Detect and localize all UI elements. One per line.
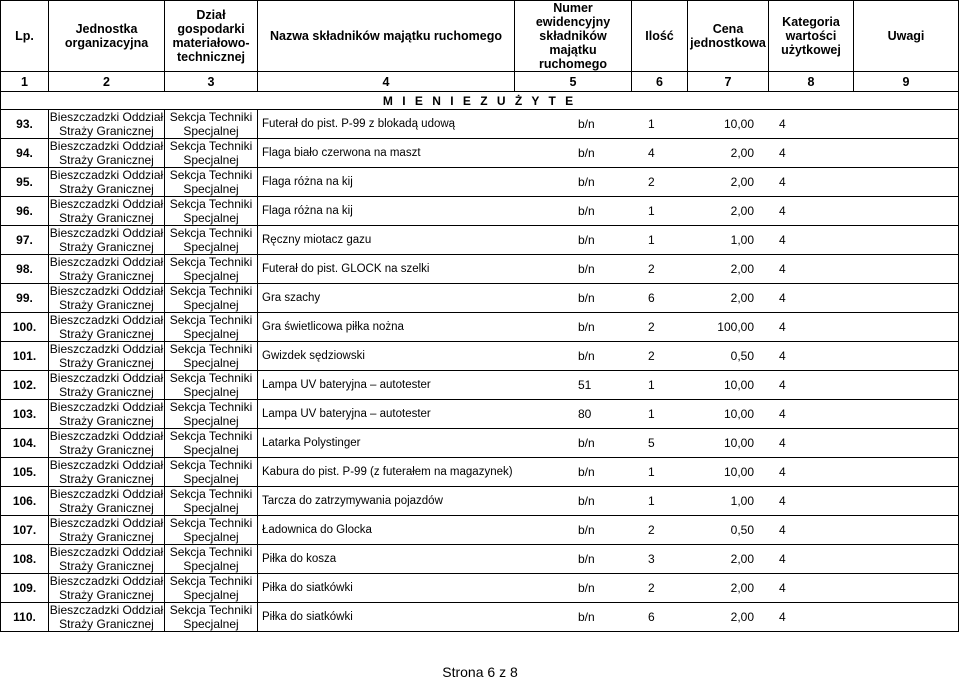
row-org: Bieszczadzki Oddział Straży Granicznej [49, 400, 164, 428]
col-number: 6 [632, 72, 688, 92]
table-row [1, 574, 959, 603]
row-item-cell [258, 168, 854, 197]
row-cena: 2,00 [730, 175, 754, 189]
row-numer: b/n [578, 610, 595, 624]
row-dzial: Sekcja Techniki Specjalnej [165, 110, 258, 139]
table-row [1, 371, 959, 400]
row-ilosc: 2 [648, 262, 655, 276]
row-lp: 93. [1, 110, 49, 139]
column-number-row [1, 72, 959, 92]
row-lp: 103. [1, 400, 49, 429]
row-dzial: Sekcja Techniki Specjalnej [165, 574, 258, 603]
row-org: Bieszczadzki Oddział Straży Granicznej [49, 110, 164, 138]
col-header-ilosc: Ilość [632, 1, 688, 72]
row-item-cell [258, 284, 854, 313]
row-dzial: Sekcja Techniki Specjalnej [165, 487, 258, 516]
col-number: 7 [688, 72, 769, 92]
row-ilosc: 1 [648, 465, 655, 479]
row-cena: 2,00 [730, 610, 754, 624]
col-number: 8 [769, 72, 854, 92]
row-numer: b/n [578, 349, 595, 363]
row-dzial: Sekcja Techniki Specjalnej [165, 400, 258, 429]
table-row [1, 400, 959, 429]
row-numer: b/n [578, 523, 595, 537]
row-nazwa: Tarcza do zatrzymywania pojazdów [262, 495, 443, 507]
row-dzial: Sekcja Techniki Specjalnej [165, 516, 258, 545]
row-org: Bieszczadzki Oddział Straży Granicznej [49, 487, 164, 515]
row-cena: 10,00 [723, 378, 754, 392]
row-dzial: Sekcja Techniki Specjalnej [165, 603, 258, 632]
row-item-cell [258, 371, 854, 400]
row-org: Bieszczadzki Oddział Straży Granicznej [49, 371, 164, 399]
row-lp: 101. [1, 342, 49, 371]
row-kategoria: 4 [779, 146, 786, 160]
row-uwagi [854, 168, 959, 197]
row-lp: 105. [1, 458, 49, 487]
row-numer: b/n [578, 146, 595, 160]
row-kategoria: 4 [779, 407, 786, 421]
row-ilosc: 5 [648, 436, 655, 450]
row-lp: 104. [1, 429, 49, 458]
row-uwagi [854, 603, 959, 632]
page-footer: Strona 6 z 8 [442, 664, 518, 680]
section-row [1, 92, 959, 110]
col-number: 4 [258, 72, 515, 92]
row-dzial: Sekcja Techniki Specjalnej [165, 458, 258, 487]
row-numer: b/n [578, 465, 595, 479]
row-kategoria: 4 [779, 233, 786, 247]
row-lp: 107. [1, 516, 49, 545]
table-row [1, 255, 959, 284]
row-cena: 100,00 [717, 320, 754, 334]
row-item-cell [258, 574, 854, 603]
row-lp: 109. [1, 574, 49, 603]
row-kategoria: 4 [779, 204, 786, 218]
row-item-cell [258, 603, 854, 632]
row-uwagi [854, 342, 959, 371]
row-uwagi [854, 110, 959, 139]
col-number: 5 [515, 72, 632, 92]
row-org: Bieszczadzki Oddział Straży Granicznej [49, 429, 164, 457]
table-row [1, 458, 959, 487]
row-ilosc: 1 [648, 407, 655, 421]
row-cena: 2,00 [730, 581, 754, 595]
row-numer: b/n [578, 262, 595, 276]
row-org: Bieszczadzki Oddział Straży Granicznej [49, 574, 164, 602]
row-item-cell [258, 487, 854, 516]
row-dzial: Sekcja Techniki Specjalnej [165, 429, 258, 458]
col-header-nazwa: Nazwa składników majątku ruchomego [258, 1, 515, 72]
col-header-lp: Lp. [1, 1, 49, 72]
row-org: Bieszczadzki Oddział Straży Granicznej [49, 458, 164, 486]
row-nazwa: Gra szachy [262, 292, 321, 304]
table-row [1, 139, 959, 168]
row-ilosc: 2 [648, 175, 655, 189]
row-item-cell [258, 313, 854, 342]
table-row [1, 110, 959, 139]
row-ilosc: 2 [648, 523, 655, 537]
row-uwagi [854, 255, 959, 284]
row-uwagi [854, 487, 959, 516]
row-numer: b/n [578, 436, 595, 450]
row-numer: 51 [578, 378, 592, 392]
row-item-cell [258, 342, 854, 371]
table-row [1, 168, 959, 197]
row-dzial: Sekcja Techniki Specjalnej [165, 168, 258, 197]
col-header-cena: Cena jednostkowa [688, 1, 769, 72]
row-numer: b/n [578, 233, 595, 247]
col-header-numer: Numer ewidencyjny składników majątku ruchomego [515, 1, 632, 72]
row-uwagi [854, 458, 959, 487]
row-ilosc: 1 [648, 233, 655, 247]
row-item-cell [258, 226, 854, 255]
row-cena: 2,00 [730, 146, 754, 160]
row-ilosc: 1 [648, 494, 655, 508]
row-dzial: Sekcja Techniki Specjalnej [165, 255, 258, 284]
row-numer: b/n [578, 494, 595, 508]
row-nazwa: Futerał do pist. P-99 z blokadą udową [262, 118, 456, 130]
row-org: Bieszczadzki Oddział Straży Granicznej [49, 255, 164, 283]
col-number: 1 [1, 72, 49, 92]
row-dzial: Sekcja Techniki Specjalnej [165, 284, 258, 313]
row-numer: b/n [578, 581, 595, 595]
row-lp: 94. [1, 139, 49, 168]
row-nazwa: Futerał do pist. GLOCK na szelki [262, 263, 430, 275]
row-ilosc: 2 [648, 349, 655, 363]
row-org: Bieszczadzki Oddział Straży Granicznej [49, 342, 164, 370]
row-kategoria: 4 [779, 262, 786, 276]
row-cena: 2,00 [730, 291, 754, 305]
row-uwagi [854, 574, 959, 603]
row-nazwa: Piłka do siatkówki [262, 611, 353, 623]
row-numer: b/n [578, 320, 595, 334]
row-dzial: Sekcja Techniki Specjalnej [165, 197, 258, 226]
row-org: Bieszczadzki Oddział Straży Granicznej [49, 603, 164, 631]
table-row [1, 226, 959, 255]
row-kategoria: 4 [779, 436, 786, 450]
row-numer: b/n [578, 117, 595, 131]
row-dzial: Sekcja Techniki Specjalnej [165, 371, 258, 400]
row-cena: 2,00 [730, 204, 754, 218]
row-ilosc: 2 [648, 320, 655, 334]
row-cena: 10,00 [723, 407, 754, 421]
row-numer: b/n [578, 291, 595, 305]
row-kategoria: 4 [779, 465, 786, 479]
table-row [1, 603, 959, 632]
row-nazwa: Latarka Polystinger [262, 437, 361, 449]
table-row [1, 342, 959, 371]
table-row [1, 487, 959, 516]
row-uwagi [854, 139, 959, 168]
row-kategoria: 4 [779, 320, 786, 334]
row-item-cell [258, 110, 854, 139]
row-kategoria: 4 [779, 291, 786, 305]
row-lp: 100. [1, 313, 49, 342]
row-cena: 2,00 [730, 262, 754, 276]
row-nazwa: Lampa UV bateryjna – autotester [262, 379, 431, 391]
row-item-cell [258, 139, 854, 168]
row-numer: b/n [578, 552, 595, 566]
row-kategoria: 4 [779, 349, 786, 363]
row-lp: 102. [1, 371, 49, 400]
row-nazwa: Gwizdek sędziowski [262, 350, 365, 362]
row-kategoria: 4 [779, 523, 786, 537]
row-uwagi [854, 226, 959, 255]
row-ilosc: 4 [648, 146, 655, 160]
row-uwagi [854, 400, 959, 429]
row-nazwa: Piłka do kosza [262, 553, 337, 565]
row-ilosc: 1 [648, 378, 655, 392]
row-kategoria: 4 [779, 117, 786, 131]
row-org: Bieszczadzki Oddział Straży Granicznej [49, 313, 164, 341]
row-cena: 10,00 [723, 117, 754, 131]
row-ilosc: 6 [648, 291, 655, 305]
row-nazwa: Ładownica do Glocka [262, 524, 372, 536]
row-numer: 80 [578, 407, 592, 421]
row-item-cell [258, 255, 854, 284]
row-uwagi [854, 371, 959, 400]
row-ilosc: 6 [648, 610, 655, 624]
col-number: 2 [49, 72, 165, 92]
row-org: Bieszczadzki Oddział Straży Granicznej [49, 197, 164, 225]
row-cena: 1,00 [730, 233, 754, 247]
row-org: Bieszczadzki Oddział Straży Granicznej [49, 168, 164, 196]
row-dzial: Sekcja Techniki Specjalnej [165, 313, 258, 342]
row-item-cell [258, 429, 854, 458]
row-cena: 2,00 [730, 552, 754, 566]
row-nazwa: Flaga biało czerwona na maszt [262, 147, 421, 159]
row-lp: 98. [1, 255, 49, 284]
row-item-cell [258, 516, 854, 545]
col-number: 9 [854, 72, 959, 92]
row-nazwa: Flaga różna na kij [262, 205, 353, 217]
col-header-org: Jednostka organizacyjna [49, 1, 165, 72]
row-item-cell [258, 400, 854, 429]
row-kategoria: 4 [779, 552, 786, 566]
table-row [1, 545, 959, 574]
row-kategoria: 4 [779, 175, 786, 189]
row-cena: 0,50 [730, 349, 754, 363]
row-item-cell [258, 458, 854, 487]
col-header-kategoria: Kategoria wartości użytkowej [769, 1, 854, 72]
row-nazwa: Gra świetlicowa piłka nożna [262, 321, 404, 333]
row-cena: 0,50 [730, 523, 754, 537]
header-row [1, 1, 959, 72]
row-nazwa: Flaga różna na kij [262, 176, 353, 188]
table-row [1, 284, 959, 313]
row-org: Bieszczadzki Oddział Straży Granicznej [49, 284, 164, 312]
section-title: M I E N I E Z U Ż Y T E [1, 92, 959, 110]
row-dzial: Sekcja Techniki Specjalnej [165, 342, 258, 371]
row-numer: b/n [578, 175, 595, 189]
row-org: Bieszczadzki Oddział Straży Granicznej [49, 139, 164, 167]
row-lp: 96. [1, 197, 49, 226]
col-header-dzial: Dział gospodarki materiałowo-technicznej [165, 1, 258, 72]
row-lp: 95. [1, 168, 49, 197]
row-kategoria: 4 [779, 378, 786, 392]
table-row [1, 429, 959, 458]
row-dzial: Sekcja Techniki Specjalnej [165, 139, 258, 168]
row-nazwa: Lampa UV bateryjna – autotester [262, 408, 431, 420]
row-numer: b/n [578, 204, 595, 218]
row-kategoria: 4 [779, 494, 786, 508]
row-dzial: Sekcja Techniki Specjalnej [165, 226, 258, 255]
row-kategoria: 4 [779, 610, 786, 624]
row-ilosc: 1 [648, 117, 655, 131]
col-header-uwagi: Uwagi [854, 1, 959, 72]
row-ilosc: 3 [648, 552, 655, 566]
table-row [1, 197, 959, 226]
table-row [1, 516, 959, 545]
row-ilosc: 2 [648, 581, 655, 595]
row-lp: 108. [1, 545, 49, 574]
row-org: Bieszczadzki Oddział Straży Granicznej [49, 516, 164, 544]
row-ilosc: 1 [648, 204, 655, 218]
table-row [1, 313, 959, 342]
row-lp: 97. [1, 226, 49, 255]
row-uwagi [854, 197, 959, 226]
row-uwagi [854, 313, 959, 342]
row-lp: 106. [1, 487, 49, 516]
row-kategoria: 4 [779, 581, 786, 595]
row-uwagi [854, 429, 959, 458]
row-dzial: Sekcja Techniki Specjalnej [165, 545, 258, 574]
row-uwagi [854, 516, 959, 545]
row-item-cell [258, 545, 854, 574]
row-org: Bieszczadzki Oddział Straży Granicznej [49, 545, 164, 573]
row-cena: 1,00 [730, 494, 754, 508]
row-cena: 10,00 [723, 465, 754, 479]
row-cena: 10,00 [723, 436, 754, 450]
row-uwagi [854, 284, 959, 313]
row-lp: 99. [1, 284, 49, 313]
row-uwagi [854, 545, 959, 574]
row-nazwa: Kabura do pist. P-99 (z futerałem na magazynek) [262, 466, 513, 478]
row-lp: 110. [1, 603, 49, 632]
col-number: 3 [165, 72, 258, 92]
row-nazwa: Piłka do siatkówki [262, 582, 353, 594]
row-nazwa: Ręczny miotacz gazu [262, 234, 372, 246]
row-item-cell [258, 197, 854, 226]
row-org: Bieszczadzki Oddział Straży Granicznej [49, 226, 164, 254]
